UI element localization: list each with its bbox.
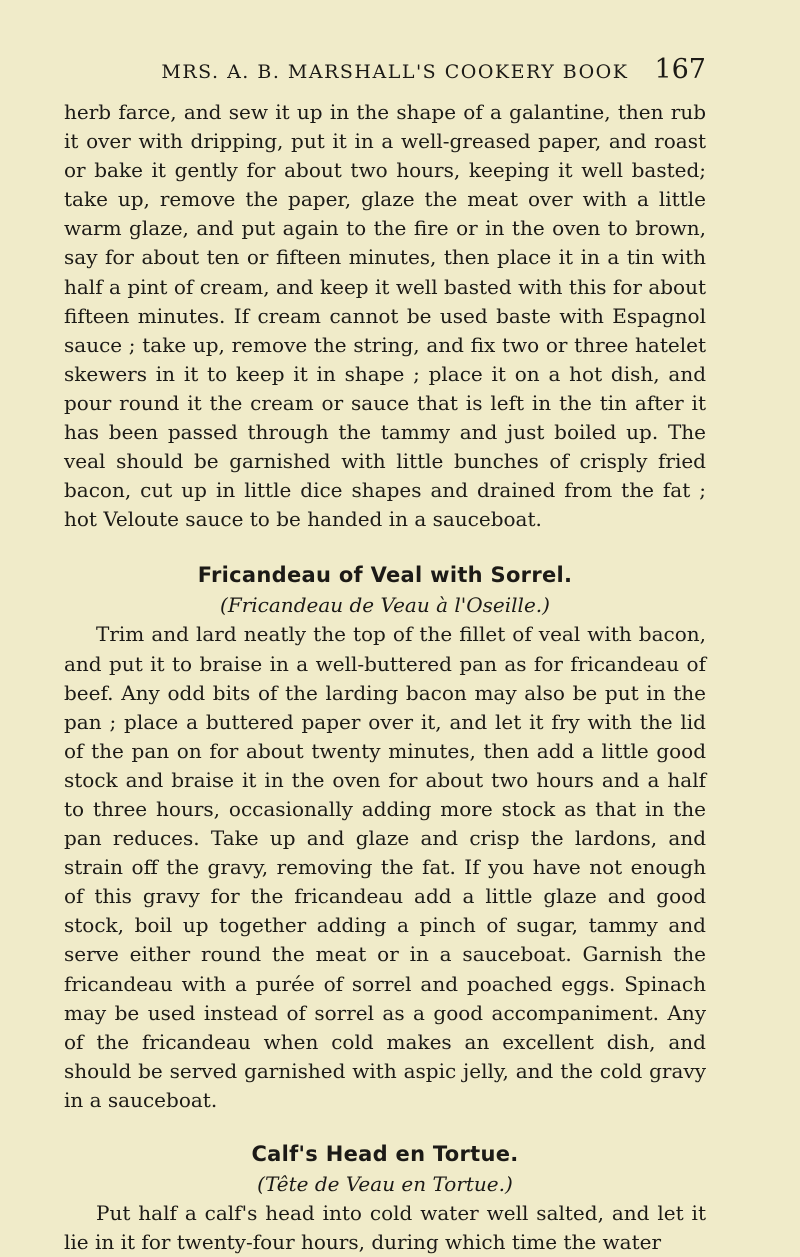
page-number: 167 (654, 54, 706, 85)
running-header (64, 54, 706, 94)
recipe-subheading-calfs-head: (Tête de Veau en Tortue.) (257, 1172, 513, 1196)
recipe-heading-fricandeau: Fricandeau of Veal with Sorrel. (197, 563, 573, 588)
section-spacer (64, 1115, 706, 1139)
running-title: MRS. A. B. MARSHALL'S COOKERY BOOK (161, 61, 629, 83)
recipe-body-calfs-head: Put half a calf's head into cold water well salted, and let it lie in it for twenty-four hours, during which time the water (64, 1201, 706, 1255)
section-spacer (64, 534, 706, 560)
recipe-body-fricandeau: Trim and lard neatly the top of the fillet of veal with bacon, and put it to braise in a well-buttered pan as for fricandeau of beef. Any odd bits of the larding bacon may also be put in the pan ; place a buttered paper over it, and let it fry with the lid of the pan on for about twenty minutes, then add a little good stock and braise it in the oven for about two hours and a half to three hours, occasionally adding more stock as that in the pan reduces. Take up and glaze and crisp the lardons, and strain off the gravy, removing the fat. If you have not enough of this gravy for the fricandeau add a little glaze and good stock, boil up together adding a pinch of sugar, tammy and serve either round the meat or in a sauceboat. Garnish the fricandeau with a purée of sorrel and poached eggs. Spinach may be used instead of sorrel as a good accompaniment. Any of the fricandeau when cold makes an excellent dish, and should be served garnished with aspic jelly, and the cold gravy in a sauceboat. (64, 622, 706, 1112)
recipe-heading-calfs-head: Calf's Head en Tortue. (251, 1142, 519, 1166)
intro-paragraph: herb farce, and sew it up in the shape of a galantine, then rub it over with dripping, put it in a well-greased paper, and roast or bake it gently for about two hours, keeping it well basted; take up, remove the paper, glaze the meat over with a little warm glaze, and put again to the fire or in the oven to brown, say for about ten or fifteen minutes, then place it in a tin with half a pint of cream, and keep it well basted with this for about fifteen minutes. If cream cannot be used baste with Espagnol sauce ; take up, remove the string, and fix two or three hatelet skewers in it to keep it in shape ; place it on a hot dish, and pour round it the cream or sauce that is left in the tin after it has been passed through the tammy and just boiled up. The veal should be garnished with little bunches of crisply fried bacon, cut up in little dice shapes and drained from the fat ; hot Veloute sauce to be handed in a sauceboat. (64, 100, 706, 532)
recipe-subheading-fricandeau: (Fricandeau de Veau à l'Oseille.) (220, 593, 550, 618)
